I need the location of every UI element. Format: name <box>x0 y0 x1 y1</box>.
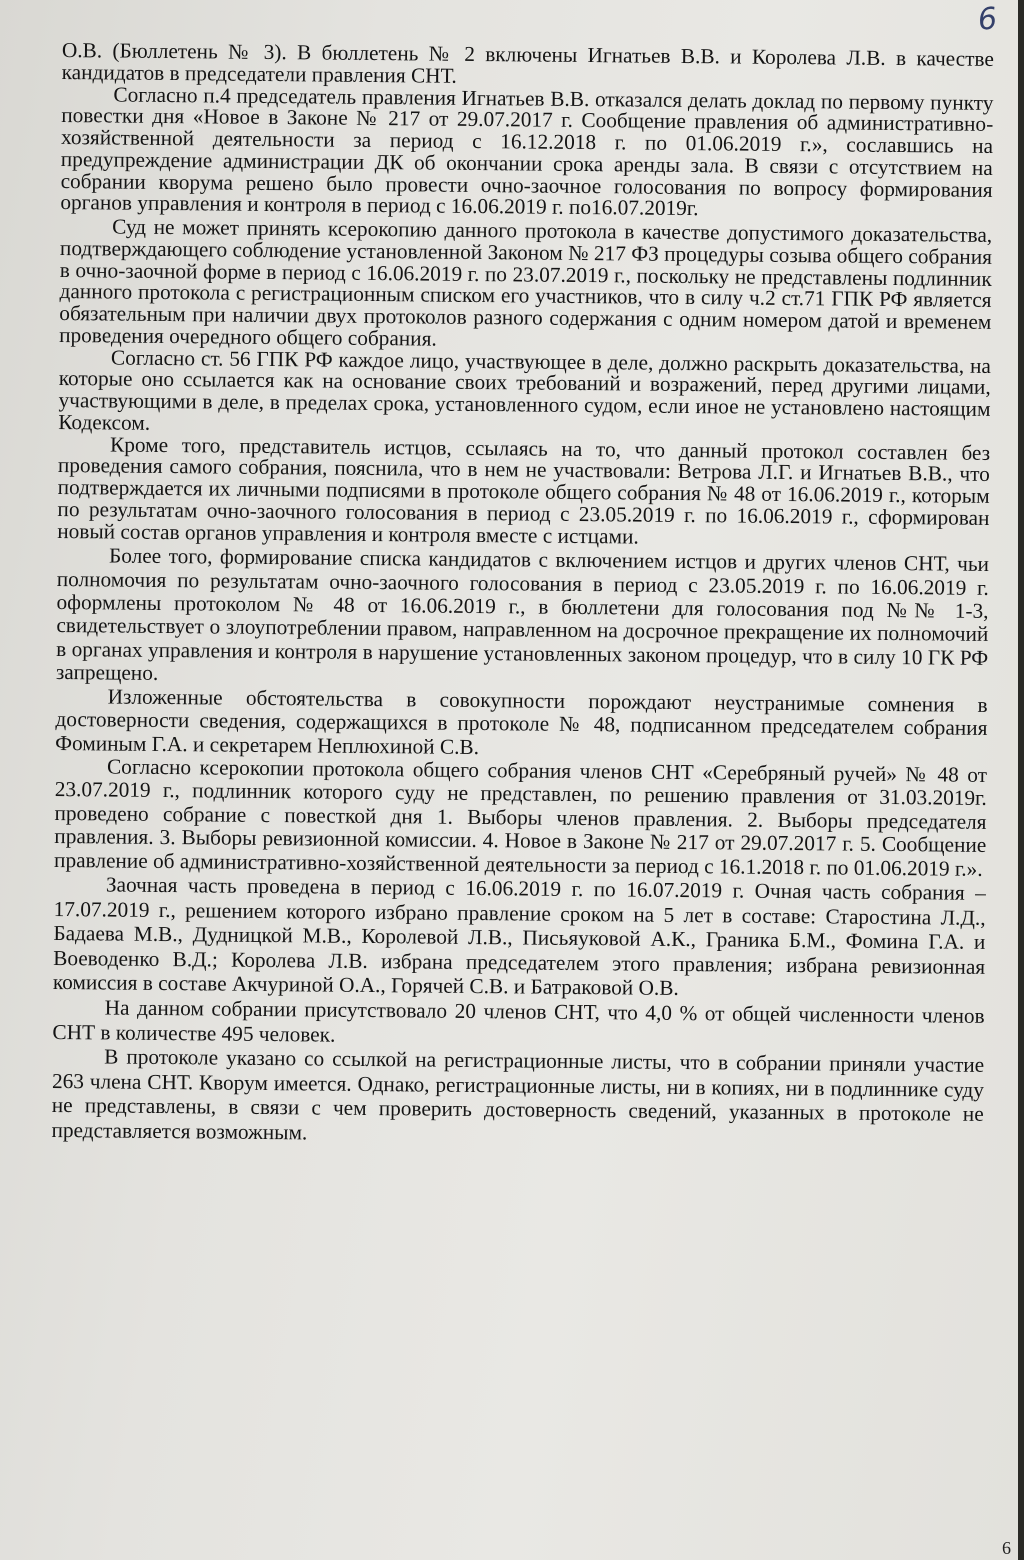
handwritten-page-number: 6 <box>976 1 999 38</box>
paragraph-5: Кроме того, представитель истцов, ссылаясь на то, что данный протокол составлен без проведения самого собрания, пояснила, что в нем не участвовали: Ветрова Л.Г. и Игнатьев В.В., что подтверждается их личными подписями в протоколе общего собрания № 48 от 16.06.2019 г., которым по результатам очно-заочного голосования в период с 23.05.2019 г. по 16.06.2019 г., сформирован новый состав органов управления и контроля вместе с истцами. <box>57 431 991 549</box>
paragraph-8: Согласно ксерокопии протокола общего собрания членов СНТ «Серебряный ручей» № 48 от 23.07.2019 г., подлинник которого суду не представлен, по решению правления от 31.03.2019г. проведено собрание с повесткой дня 1. Выборы членов правления. 2. Выборы председателя правления. 3. Выборы ревизионной комиссии. 4. Новое в Законе № 217 от 29.07.2017 г. 5. Сообщение правление об административно-хозяйственной деятельности за период с 16.1.2018 г. по 01.06.2019 г.». <box>54 754 988 881</box>
paragraph-9: Заочная часть проведена в период с 16.06.2019 г. по 16.07.2019 г. Очная часть собрания – 17.07.2019 г., решением которого избрано правление сроком на 5 лет в составе: Старостина Л.Д., Бадаева М.В., Дудницкой М.В., Королевой Л.В., Письяуковой А.К., Граника Б.М., Фомина Г.А. и Воеводенко В.Д.; Королева Л.В. избрана председателем этого правления; избрана ревизионная комиссия в составе Акчуриной О.А., Горячей С.В. и Батраковой О.В. <box>52 872 986 1001</box>
paragraph-10: На данном собрании присутствовало 20 членов СНТ, что 4,0 % от общей численности членов СНТ в количестве 495 человек. <box>52 995 985 1047</box>
paragraph-2: Согласно п.4 председатель правления Игнатьев В.В. отказался делать доклад по первому пункту повестки дня «Новое в Законе № 217 от 29.07.2017 г. Сообщение правления об административно-хозяйственной деятельности за период с 16.12.2018 г. по 01.06.2019 г.», сославшись на предупреждение администрации ДК об окончании срока аренды зала. В связи с отсутствием на собрании кворума решено было провести очно-заочное голосования по вопросу формирования органов управления и контроля в период с 16.06.2019 г. по16.07.2019г. <box>60 81 994 221</box>
paragraph-6: Более того, формирование списка кандидатов с включением истцов и других членов СНТ, чьи полномочия по результатам очно-заочного голосования в период с 23.05.2019 г. по 16.06.2019 г. оформлены протоколом № 48 от 16.06.2019 г., в бюллетени для голосования под №№ 1-3, свидетельствует о злоупотреблении правом, направленном на досрочное прекращение их полномочий в органах управления и контроля в нарушение установленных законом процедур, что в силу 10 ГК РФ запрещено. <box>55 543 990 686</box>
corner-page-number: 6 <box>1002 1538 1011 1558</box>
paragraph-1: О.В. (Бюллетень № 3). В бюллетень № 2 включены Игнатьев В.В. и Королева Л.В. в качестве кандидатов в председатели правления СНТ. <box>61 38 994 88</box>
paragraph-3: Суд не может принять ксерокопию данного протокола в качестве допустимого доказательства, подтверждающего соблюдение установленной Законом № 217 ФЗ процедуры созыва общего собрания в очно-заочной форме в период с 16.06.2019 г. по 23.07.2019 г., поскольку не представлены подлинник данного протокола с регистрационным списком его участников, что в силу ч.2 ст.71 ГПК РФ является обязательным при наличии двух протоколов разного содержания с одним номером датой и временем проведения очередного общего собрания. <box>59 214 993 351</box>
document-body <box>51 40 994 1151</box>
paragraph-11: В протоколе указано со ссылкой на регистрационные листы, что в собрании приняли участие 263 члена СНТ. Кворум имеется. Однако, регистрационные листы, ни в копиях, ни в подлиннике суду не представлены, в связи с чем проверить достоверность сведений, указанных в протоколе не представляется возможным. <box>51 1044 985 1145</box>
paragraph-7: Изложенные обстоятельства в совокупности порождают неустранимые сомнения в достоверности сведения, содержащихся в протоколе № 48, подписанном председателем собрания Фоминым Г.А. и секретарем Неплюхиной С.В. <box>55 684 988 759</box>
paragraph-4: Согласно ст. 56 ГПК РФ каждое лицо, участвующее в деле, должно раскрыть доказательства, на которые оно ссылается как на основание своих требований и возражений, перед другими лицами, участвующими в деле, в пределах срока, установленного судом, если иное не установлено настоящим Кодексом. <box>58 344 992 435</box>
